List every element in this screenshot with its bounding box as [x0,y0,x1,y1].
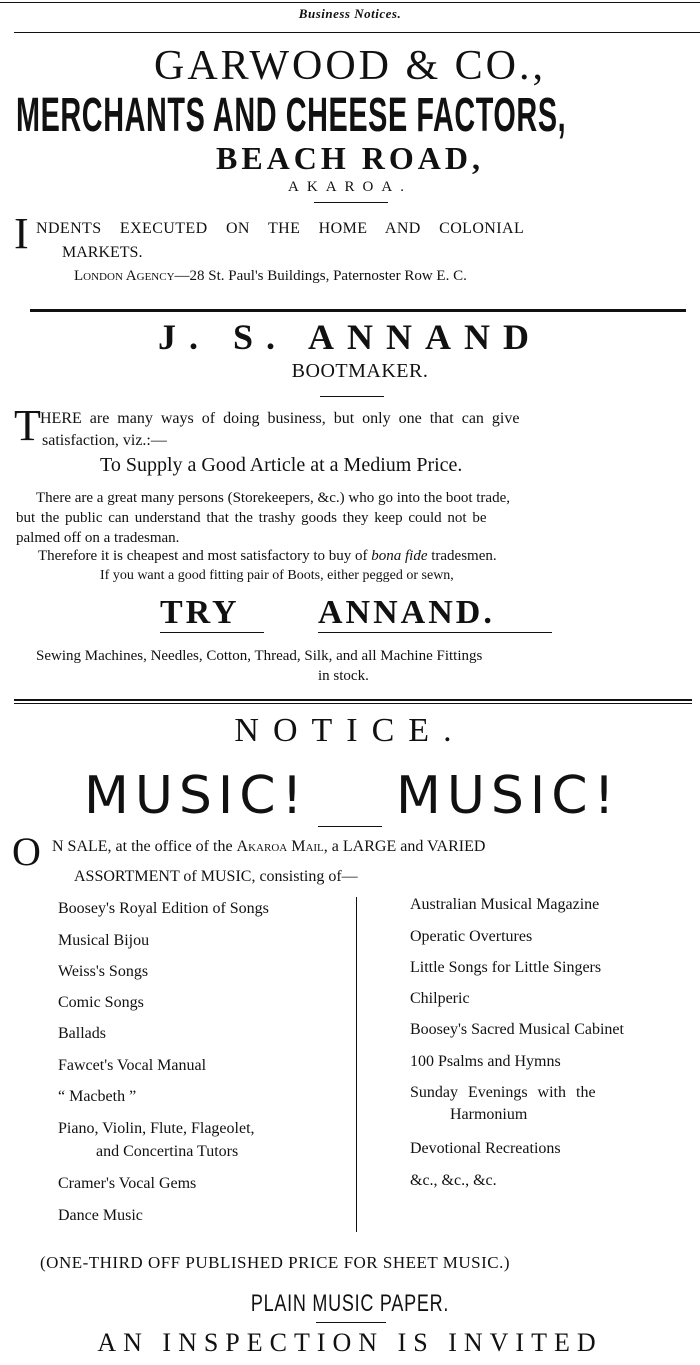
music-paper: PLAIN MUSIC PAPER. [250,1290,450,1317]
header-rule [14,32,700,33]
annand-slogan: To Supply a Good Article at a Medium Price. [100,454,463,476]
music-headline-right: MUSIC! [396,766,621,826]
list-item: Cramer's Vocal Gems [58,1175,197,1192]
section-divider-2 [14,699,692,701]
annand-sewing-line1: Sewing Machines, Needles, Cotton, Thread, Silk, and all Machine Fittings [36,648,483,664]
garwood-indents-line2: MARKETS. [62,244,143,261]
list-item: Dance Music [58,1207,143,1224]
list-item: Sunday Evenings with the [410,1084,596,1101]
para3-pre: Therefore it is cheapest and most satisfactory to buy of [38,548,368,564]
list-item: Operatic Overtures [410,928,533,945]
list-item: Little Songs for Little Singers [410,959,602,976]
annand-para1-line1: HERE are many ways of doing business, but only one that can give [40,410,520,427]
garwood-indents-line1: NDENTS EXECUTED ON THE HOME AND COLONIAL [36,220,525,237]
list-item: Ballads [58,1025,106,1042]
agency-address: —28 St. Paul's Buildings, Paternoster Row E. C. [174,268,467,284]
annand-para2-line3: palmed off on a tradesman. [16,530,180,546]
intro-post: , a LARGE and VARIED [323,838,486,855]
list-item: Boosey's Royal Edition of Songs [58,900,269,917]
list-item: and Concertina Tutors [96,1143,239,1160]
music-paper-underline [316,1322,386,1323]
list-item: Comic Songs [58,994,144,1011]
list-item: Devotional Recreations [410,1140,561,1157]
list-item: Australian Musical Magazine [410,896,600,913]
annand-trade: BOOTMAKER. [291,360,429,382]
list-item: &c., &c., &c. [410,1172,497,1189]
intro-paper: Akaroa Mail [236,838,324,855]
music-notice: NOTICE. [234,712,466,749]
music-headline-underline [318,826,382,827]
list-item: Weiss's Songs [58,963,149,980]
list-item: Piano, Violin, Flute, Flageolet, [58,1120,255,1137]
garwood-business: MERCHANTS AND CHEESE FACTORS, [16,89,567,142]
music-intro-line2: ASSORTMENT of MUSIC, consisting of— [74,868,358,885]
list-item: 100 Psalms and Hymns [410,1053,561,1070]
garwood-agency [74,268,467,285]
section-divider-1 [30,309,686,312]
para3-post: tradesmen. [431,548,497,564]
annand-para1-line2: satisfaction, viz.:— [42,432,167,449]
music-headline-left: MUSIC! [84,766,309,826]
list-item: Chilperic [410,990,470,1007]
try-underline-left [160,632,264,633]
annand-para4: If you want a good fitting pair of Boots, either pegged or sewn, [100,568,454,583]
list-item: Boosey's Sacred Musical Cabinet [410,1021,624,1038]
top-border [0,2,700,3]
list-column-divider [356,897,357,1232]
section-divider-2b [14,703,692,704]
annand-sewing-line2: in stock. [318,668,369,684]
try-underline-right [318,632,552,633]
garwood-dropcap: I [14,209,29,258]
garwood-street: BEACH ROAD, [215,140,484,176]
music-inspection: AN INSPECTION IS INVITED [97,1328,603,1357]
annand-try-name: ANNAND. [318,594,495,631]
list-item: Fawcet's Vocal Manual [58,1057,207,1074]
annand-try-word: TRY [160,594,240,631]
para3-italic: bona fide [371,548,428,564]
annand-para2-line2: but the public can understand that the trashy goods they keep could not be [16,510,487,526]
agency-label: London Agency [74,268,175,284]
music-discount: (ONE-THIRD OFF PUBLISHED PRICE FOR SHEET MUSIC.) [40,1253,510,1272]
annand-dropcap: T [14,401,41,450]
list-item: Harmonium [450,1106,528,1123]
annand-name: J. S. ANNAND [157,317,543,357]
intro-pre: N SALE, at the office of the [52,838,233,855]
music-dropcap: O [12,829,41,874]
annand-para2-line1: There are a great many persons (Storekeepers, &c.) who go into the boot trade, [36,490,510,506]
list-item: Musical Bijou [58,932,150,949]
list-item: “ Macbeth ” [58,1088,137,1105]
garwood-short-rule [314,202,388,203]
section-header: Business Notices. [298,6,402,21]
garwood-town: AKAROA. [288,179,412,195]
garwood-name: GARWOOD & CO., [153,43,546,89]
annand-short-rule [320,396,384,397]
music-intro-line1 [52,838,485,856]
annand-para3 [38,548,497,565]
